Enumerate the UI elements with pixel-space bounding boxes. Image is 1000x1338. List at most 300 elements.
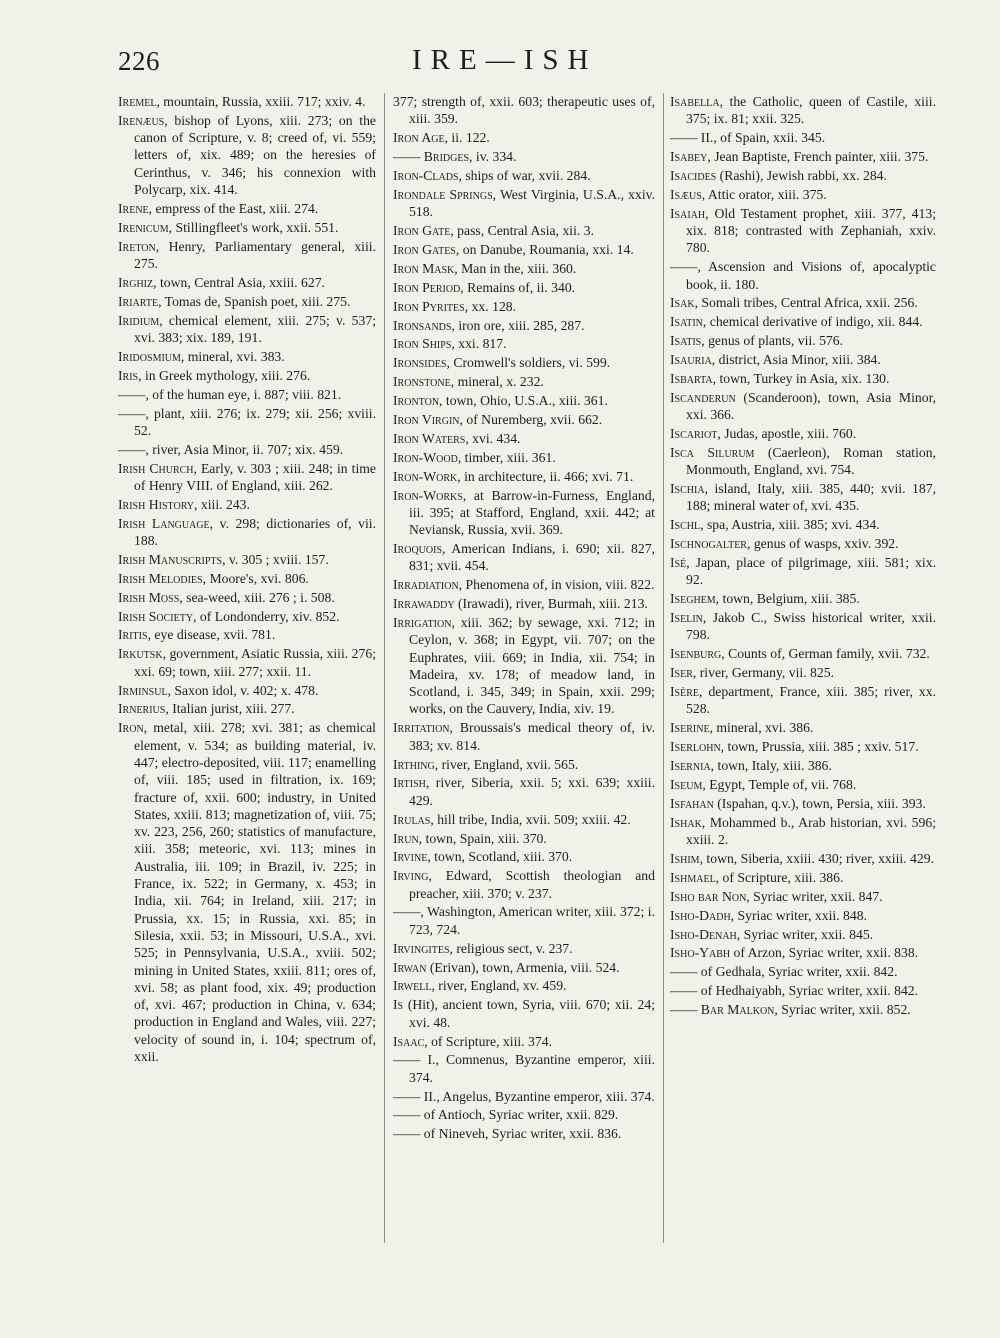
index-entry — [393, 167, 655, 184]
index-entry — [670, 869, 936, 886]
entry-headword: Irwan — [393, 959, 427, 975]
entry-text: (Erivan), town, Armenia, viii. 524. — [426, 959, 620, 975]
entry-text: , Italian jurist, xiii. 277. — [165, 701, 295, 717]
entry-text: (Irawadi), river, Burmah, xiii. 213. — [454, 596, 648, 612]
index-entry — [670, 205, 936, 257]
entry-headword: Irish Manuscripts — [118, 551, 223, 567]
index-entry — [670, 944, 936, 961]
entry-text: , Mohammed b., Arab historian, xvi. 596; xxiii. 2. — [686, 814, 936, 848]
index-entry — [393, 1106, 655, 1123]
entry-text: , of the human eye, i. 887; viii. 821. — [145, 386, 342, 402]
entry-headword: Irish History — [118, 496, 195, 512]
index-entry — [670, 590, 936, 607]
index-entry — [670, 148, 936, 165]
index-entry — [670, 609, 936, 644]
entry-text: , xiii. 243. — [194, 496, 250, 512]
index-entry — [118, 405, 376, 440]
entry-headword: Iron Period — [393, 279, 461, 295]
index-entry — [670, 167, 936, 184]
entry-headword: Iser — [670, 665, 693, 681]
index-entry — [393, 93, 655, 128]
entry-text: , hill tribe, India, xvii. 509; xxiii. 42. — [430, 811, 631, 827]
entry-text: , mineral, xvi. 386. — [709, 720, 814, 736]
entry-text: , river, Asia Minor, ii. 707; xix. 459. — [145, 441, 344, 457]
index-entry — [393, 940, 655, 957]
index-entry — [118, 93, 376, 110]
index-entry — [670, 757, 936, 774]
index-entry — [670, 982, 936, 999]
entry-text: , ii. 122. — [444, 130, 490, 146]
entry-headword: Iremel — [118, 94, 157, 109]
entry-headword: —— — [393, 1126, 421, 1142]
entry-headword: —— — [118, 441, 146, 457]
entry-text: , genus of plants, vii. 576. — [701, 333, 844, 349]
index-entry — [670, 370, 936, 387]
entry-text: , town, Ohio, U.S.A., xiii. 361. — [439, 393, 608, 409]
index-entry — [118, 496, 376, 513]
index-entry — [670, 1001, 936, 1018]
entry-headword: Irradiation — [393, 577, 459, 593]
entry-text: , West Virginia, U.S.A., xxiv. 518. — [409, 186, 655, 220]
index-entry — [393, 595, 655, 612]
index-entry — [393, 487, 655, 539]
entry-headword: Irritation — [393, 720, 450, 736]
index-entry — [393, 222, 655, 239]
entry-headword: Iselin — [670, 610, 703, 626]
index-entry — [670, 313, 936, 330]
index-entry — [670, 444, 936, 479]
entry-headword: Iridium — [118, 312, 160, 328]
entry-headword: Iron — [118, 720, 144, 736]
entry-text: II., of Spain, xxii. 345. — [697, 130, 826, 146]
entry-headword: Isabey — [670, 149, 708, 165]
entry-headword: Iron-Wood — [393, 449, 458, 465]
entry-headword: —— — [118, 386, 146, 402]
entry-text: , v. 305 ; xviii. 157. — [222, 551, 329, 567]
entry-text: , town, Prussia, xiii. 385 ; xxiv. 517. — [720, 739, 919, 755]
index-entry — [670, 129, 936, 146]
entry-text: , metal, xiii. 278; xvi. 381; as chemical element, v. 534; as building material, iv. 447; electro-deposited, viii. 117; enamelling of, viii. 185; used in filtration, ix. 169; fracture of, xxii. 600; industry, in United States, xxiii. 813; magnetization of, viii. 75; xv. 223, 256, 260; statistics of manufacture, xiii. 358; meteoric, xvi. 113; mines in Australia, iii. 109; in Brazil, iv. 225; in France, ix. 522; in Germany, x. 453; in India, xii. 764; in Ireland, xiii. 217; in Prussia, xx. 15; in Russia, xxi. 85; in Silesia, xxii. 53; in Missouri, U.S.A., xvi. 525; in Pennsylvania, U.S.A., xviii. 502; mining in United States, xxiii. 811; ores of, xvi. 58; as plant food, xix. 49; production of, xvi. 467; production in China, v. 634; production in England and Wales, viii. 227; velocity of sound in, i. 104; spectrum of, xxii. — [134, 720, 377, 1064]
entry-headword: Irnerius — [118, 701, 166, 717]
entry-text: of Nineveh, Syriac writer, xxii. 836. — [420, 1126, 622, 1142]
entry-text: , xvi. 434. — [465, 430, 521, 446]
entry-text: of Hedhaiyabh, Syriac writer, xxii. 842. — [697, 983, 919, 999]
entry-text: , religious sect, v. 237. — [449, 940, 573, 956]
index-entry — [393, 756, 655, 773]
index-entry — [393, 540, 655, 575]
entry-headword: Irrawaddy — [393, 596, 455, 612]
entry-headword: Irenæus — [118, 112, 165, 128]
entry-text: , Phenomena of, in vision, viii. 822. — [458, 577, 655, 593]
entry-text: , Man in the, xiii. 360. — [454, 260, 577, 276]
index-entry — [393, 241, 655, 258]
entry-headword: Ironsands — [393, 317, 452, 333]
entry-headword: Isatis — [670, 333, 702, 349]
entry-headword: Iris — [118, 367, 139, 383]
entry-headword: —— — [393, 1107, 421, 1123]
entry-text: , at Barrow-in-Furness, England, iii. 395; at Stafford, England, xxii. 442; at Neviansk, Russia, xvii. 369. — [409, 487, 655, 538]
entry-headword: Irvine — [393, 849, 428, 865]
index-entry — [670, 719, 936, 736]
entry-headword: Ishmael — [670, 869, 716, 885]
index-entry — [393, 279, 655, 296]
index-entry — [670, 93, 936, 128]
entry-text: , Remains of, ii. 340. — [460, 279, 576, 295]
entry-text: , Washington, American writer, xiii. 372; i. 723, 724. — [409, 904, 655, 937]
entry-text: , ships of war, xvii. 284. — [458, 167, 591, 183]
index-entry — [393, 449, 655, 466]
entry-text: , chemical derivative of indigo, xii. 844. — [702, 314, 923, 330]
index-entry — [670, 963, 936, 980]
entry-text: , department, France, xiii. 385; river, xx. 528. — [686, 684, 936, 717]
index-entry — [118, 386, 376, 403]
index-entry — [393, 148, 655, 165]
entry-headword: Iron Pyrites — [393, 298, 465, 314]
index-entry — [393, 614, 655, 718]
index-entry — [670, 480, 936, 515]
index-entry — [393, 1125, 655, 1142]
entry-headword: Isatin — [670, 314, 703, 330]
entry-text: , Jean Baptiste, French painter, xiii. 375. — [707, 149, 929, 165]
entry-headword: Isfahan — [670, 795, 714, 811]
index-entry — [118, 626, 376, 643]
entry-headword: Isbarta — [670, 370, 713, 386]
entry-text: , Attic orator, xiii. 375. — [701, 186, 827, 202]
entry-text: , genus of wasps, xxiv. 392. — [746, 536, 899, 552]
entry-headword: Is — [393, 997, 404, 1013]
index-entry — [393, 996, 655, 1031]
entry-headword: Iron Waters — [393, 430, 466, 446]
entry-headword: Isho bar Non — [670, 888, 747, 904]
entry-text: , river, England, xvii. 565. — [434, 756, 579, 772]
page-number: 226 — [118, 46, 160, 76]
index-entry — [118, 348, 376, 365]
index-entry — [118, 551, 376, 568]
index-entry — [118, 515, 376, 550]
entry-text: , bishop of Lyons, xiii. 273; on the canon of Scripture, v. 8; creed of, vi. 559; letters of, xix. 489; on the heresies of Cerinthus, v. 346; his connexion with Polycarp, xix. 414. — [134, 112, 376, 198]
entry-headword: Isak — [670, 295, 695, 311]
index-entry — [670, 738, 936, 755]
entry-text: , Somali tribes, Central Africa, xxii. 256. — [694, 295, 918, 311]
entry-text: , river, Siberia, xxii. 5; xxi. 639; xxiii. 429. — [409, 775, 655, 808]
entry-text: , xiii. 362; by sewage, xxi. 712; in Ceylon, v. 368; in Egypt, vii. 707; on the Euphrates, viii. 669; in India, xii. 754; in Madeira, xv. 178; of meadow land, in Scotland, i. 345, 349; in Spain, xxii. 299; works, on the Cauvery, India, xiv. 19. — [409, 614, 655, 717]
entry-text: , pass, Central Asia, xii. 3. — [450, 223, 595, 239]
entry-headword: —— — [118, 405, 146, 421]
index-entry — [118, 719, 376, 1065]
entry-text: II., Angelus, Byzantine emperor, xiii. 374. — [420, 1088, 655, 1104]
entry-text: , xx. 128. — [464, 298, 517, 314]
entry-headword: Irwell — [393, 978, 432, 994]
index-entry — [118, 238, 376, 273]
entry-headword: Ireton — [118, 238, 156, 254]
entry-headword: Ishak — [670, 814, 702, 830]
entry-headword: Iron Ships — [393, 336, 452, 352]
entry-headword: Ironton — [393, 393, 440, 409]
index-entry — [118, 589, 376, 606]
entry-text: of Antioch, Syriac writer, xxii. 829. — [420, 1107, 619, 1123]
entry-text: , mineral, xvi. 383. — [180, 348, 285, 364]
entry-text: , in Greek mythology, xiii. 276. — [138, 367, 311, 383]
entry-headword: Iritis — [118, 627, 148, 643]
entry-headword: Irkutsk — [118, 646, 163, 662]
entry-text: , Broussais's medical theory of, iv. 383; xv. 814. — [409, 720, 655, 753]
entry-headword: Isenburg — [670, 646, 722, 662]
index-entry — [393, 959, 655, 976]
entry-headword: Iron Virgin — [393, 411, 460, 427]
index-entry — [670, 907, 936, 924]
entry-text: , Counts of, German family, xvii. 732. — [721, 646, 930, 662]
entry-text: (Rashi), Jewish rabbi, xx. 284. — [716, 167, 887, 183]
entry-headword: Ironstone — [393, 374, 451, 390]
entry-headword: —— — [670, 130, 698, 146]
entry-text: , plant, xiii. 276; ix. 279; xii. 256; xviii. 52. — [134, 405, 376, 438]
index-entry — [118, 441, 376, 458]
entry-text: , Egypt, Temple of, vii. 768. — [702, 777, 857, 793]
index-entry — [393, 867, 655, 902]
index-entry — [393, 1088, 655, 1105]
entry-headword: Irminsul — [118, 682, 168, 698]
entry-text: , Moore's, xvi. 806. — [202, 570, 309, 586]
entry-text: , town, Belgium, xiii. 385. — [715, 591, 860, 607]
entry-text: , Syriac writer, xxii. 848. — [730, 907, 867, 923]
entry-text: , iron ore, xiii. 285, 287. — [451, 317, 585, 333]
index-entry — [670, 926, 936, 943]
entry-text: , Henry, Parliamentary general, xiii. 275. — [134, 238, 376, 272]
index-entry — [670, 776, 936, 793]
entry-text: , Edward, Scottish theologian and preacher, xiii. 370; v. 237. — [409, 868, 655, 901]
entry-headword: Iron Gate — [393, 223, 451, 239]
index-entry — [393, 848, 655, 865]
index-entry — [670, 425, 936, 442]
entry-text: I., Comnenus, Byzantine emperor, xiii. 374. — [409, 1052, 655, 1085]
entry-text: , of Nuremberg, xvii. 662. — [459, 411, 603, 427]
index-entry — [118, 219, 376, 236]
entry-headword: Irvingites — [393, 940, 450, 956]
index-entry — [670, 795, 936, 812]
entry-headword: Ischia — [670, 481, 705, 497]
entry-text: , of Scripture, xiii. 374. — [424, 1033, 552, 1049]
entry-headword: —— — [393, 1088, 421, 1104]
index-entry — [670, 351, 936, 368]
entry-text: , Judas, apostle, xiii. 760. — [717, 426, 857, 442]
entry-text: , chemical element, xiii. 275; v. 537; xvi. 383; xix. 189, 191. — [134, 312, 376, 346]
index-entry — [393, 830, 655, 847]
index-entry — [393, 811, 655, 828]
entry-text: , empress of the East, xiii. 274. — [148, 200, 319, 216]
index-entry — [670, 535, 936, 552]
entry-text: , timber, xiii. 361. — [457, 449, 556, 465]
entry-headword: Ishim — [670, 850, 700, 866]
index-entry — [118, 112, 376, 198]
entry-headword: Iseghem — [670, 591, 716, 607]
entry-text: , district, Asia Minor, xiii. 384. — [711, 352, 881, 368]
index-entry — [393, 719, 655, 754]
index-entry — [393, 903, 655, 938]
entry-text: , Saxon idol, v. 402; x. 478. — [167, 682, 319, 698]
entry-headword: Irish Church — [118, 460, 194, 476]
entry-text: , Early, v. 303 ; xiii. 248; in time of Henry VIII. of England, xiii. 262. — [134, 460, 376, 493]
entry-headword: Isernia — [670, 758, 711, 774]
index-entry — [118, 274, 376, 291]
entry-text: , Stillingfleet's work, xxii. 551. — [168, 219, 339, 235]
entry-headword: Iron Gates — [393, 241, 456, 257]
entry-text: , town, Siberia, xxiii. 430; river, xxiii. 429. — [699, 850, 934, 866]
index-entry — [393, 430, 655, 447]
entry-headword: —— — [393, 1052, 421, 1068]
entry-headword: Iron-Works — [393, 487, 463, 503]
entry-text: , iv. 334. — [469, 149, 517, 165]
entry-headword: —— — [670, 259, 698, 275]
entry-headword: Iscariot — [670, 426, 718, 442]
index-entry — [670, 258, 936, 293]
index-entry — [393, 392, 655, 409]
entry-headword: —— — [670, 983, 698, 999]
index-entry — [393, 468, 655, 485]
entry-text: , in architecture, ii. 466; xvi. 71. — [457, 468, 634, 484]
entry-text: , mineral, x. 232. — [450, 374, 544, 390]
index-entry — [393, 129, 655, 146]
entry-text: of Arzon, Syriac writer, xxii. 838. — [730, 945, 919, 961]
entry-headword: Iroquois — [393, 541, 443, 556]
entry-headword: Iron Mask — [393, 260, 455, 276]
entry-text: , spa, Austria, xiii. 385; xvi. 434. — [700, 517, 880, 533]
entry-text: , Syriac writer, xxii. 847. — [746, 888, 883, 904]
entry-headword: Irving — [393, 868, 429, 884]
entry-headword: Isé — [670, 555, 687, 571]
entry-headword: Iridosmium — [118, 348, 181, 364]
entry-headword: Iron-Work — [393, 468, 458, 484]
entry-text: , of Londonderry, xiv. 852. — [193, 608, 340, 624]
entry-headword: Isca Silurum — [670, 444, 755, 460]
index-entry — [118, 608, 376, 625]
index-entry — [670, 186, 936, 203]
entry-text: (Hit), ancient town, Syria, viii. 670; xii. 24; xvi. 48. — [403, 997, 655, 1030]
running-head: IRE—ISH — [412, 44, 598, 76]
entry-text: , town, Italy, xiii. 386. — [710, 758, 832, 774]
index-entry — [118, 367, 376, 384]
index-entry — [670, 389, 936, 424]
entry-headword: Isauria — [670, 352, 712, 368]
entry-text: , town, Scotland, xiii. 370. — [427, 849, 573, 865]
entry-headword: Isho-Denah — [670, 926, 737, 942]
entry-text: , town, Central Asia, xxiii. 627. — [153, 274, 325, 290]
entry-text: , island, Italy, xiii. 385, 440; xvii. 187, 188; mineral water of, xvi. 435. — [686, 481, 936, 514]
index-entry — [670, 683, 936, 718]
entry-text: , river, England, xv. 459. — [431, 978, 567, 994]
entry-text: (Scanderoon), town, Asia Minor, xxi. 366. — [686, 389, 936, 423]
entry-text: , Ascension and Visions of, apocalyptic book, ii. 180. — [686, 259, 936, 292]
entry-headword: Irghiz — [118, 274, 154, 290]
index-entry — [393, 298, 655, 315]
entry-headword: Irun — [393, 830, 419, 846]
entry-headword: —— — [670, 964, 698, 980]
index-entry — [393, 1051, 655, 1086]
entry-headword: Irrigation — [393, 614, 452, 630]
index-entry — [393, 317, 655, 334]
entry-text: , on Danube, Roumania, xxi. 14. — [455, 241, 634, 257]
entry-headword: Iseum — [670, 777, 703, 793]
entry-headword: Isacides — [670, 167, 717, 183]
entry-headword: —— Bar Malkon — [670, 1002, 775, 1018]
index-entry — [670, 814, 936, 849]
index-entry — [393, 373, 655, 390]
entry-headword: Iscanderun — [670, 389, 736, 405]
index-entry — [393, 354, 655, 371]
index-entry — [118, 570, 376, 587]
entry-headword: Isho-Yabh — [670, 945, 731, 961]
index-entry — [670, 888, 936, 905]
index-entry — [670, 332, 936, 349]
index-entry — [118, 700, 376, 717]
entry-text: , town, Turkey in Asia, xix. 130. — [712, 370, 890, 386]
entry-text: , sea-weed, xiii. 276 ; i. 508. — [179, 589, 335, 605]
index-entry — [670, 554, 936, 589]
entry-text: of Gedhala, Syriac writer, xxii. 842. — [697, 964, 898, 980]
entry-text: (Ispahan, q.v.), town, Persia, xiii. 393. — [713, 795, 926, 811]
index-entry — [393, 774, 655, 809]
index-entry — [118, 312, 376, 347]
entry-text: 377; strength of, xxii. 603; therapeutic uses of, xiii. 359. — [393, 94, 655, 127]
entry-headword: —— — [393, 904, 421, 920]
index-entry — [670, 516, 936, 533]
entry-text: , eye disease, xvii. 781. — [147, 627, 276, 643]
entry-text: , xxi. 817. — [451, 336, 507, 352]
entry-text: , Old Testament prophet, xiii. 377, 413; xix. 818; contrasted with Zephaniah, xxiv. 780. — [686, 205, 936, 256]
entry-headword: Isæus — [670, 186, 702, 202]
index-entry — [670, 664, 936, 681]
index-entry — [393, 411, 655, 428]
entry-text: , Japan, place of pilgrimage, xiii. 581; xix. 92. — [686, 555, 936, 588]
entry-headword: Irish Moss — [118, 589, 180, 605]
entry-headword: Iron-Clads — [393, 167, 459, 183]
entry-headword: Irish Language — [118, 515, 210, 531]
entry-text: , Jakob C., Swiss historical writer, xxii. 798. — [686, 610, 936, 643]
entry-text: , of Scripture, xiii. 386. — [715, 869, 844, 885]
entry-headword: Irish Melodies — [118, 570, 203, 586]
entry-headword: Isabella — [670, 94, 720, 109]
entry-text: , river, Germany, vii. 825. — [692, 665, 835, 681]
entry-headword: Irulas — [393, 811, 431, 827]
entry-headword: Ischnogalter — [670, 536, 747, 552]
entry-text: (Caerleon), Roman station, Monmouth, England, xvi. 754. — [686, 444, 936, 478]
entry-headword: Iriarte — [118, 293, 159, 309]
entry-headword: Isaiah — [670, 205, 706, 221]
index-entry — [393, 186, 655, 221]
entry-headword: Iserine — [670, 720, 710, 736]
index-entry — [393, 576, 655, 593]
entry-text: , Cromwell's soldiers, vi. 599. — [446, 355, 611, 371]
index-entry — [670, 294, 936, 311]
entry-headword: Isaac — [393, 1033, 425, 1049]
entry-text: , mountain, Russia, xxiii. 717; xxiv. 4. — [156, 94, 366, 109]
index-entry — [118, 200, 376, 217]
entry-headword: Iron Age — [393, 130, 445, 146]
index-column-3 — [670, 93, 936, 1020]
column-rule — [384, 93, 385, 1243]
entry-headword: Irene — [118, 200, 149, 216]
entry-headword: Ironsides — [393, 355, 447, 371]
index-entry — [118, 460, 376, 495]
entry-headword: Irenicum — [118, 219, 169, 235]
entry-text: , Tomas de, Spanish poet, xiii. 275. — [158, 293, 351, 309]
index-entry — [393, 335, 655, 352]
entry-headword: Irondale Springs — [393, 186, 493, 202]
index-entry — [118, 293, 376, 310]
entry-headword: Ischl — [670, 517, 701, 533]
entry-text: , Syriac writer, xxii. 845. — [736, 926, 874, 942]
index-entry — [393, 977, 655, 994]
entry-text: , v. 298; dictionaries of, vii. 188. — [134, 515, 376, 549]
